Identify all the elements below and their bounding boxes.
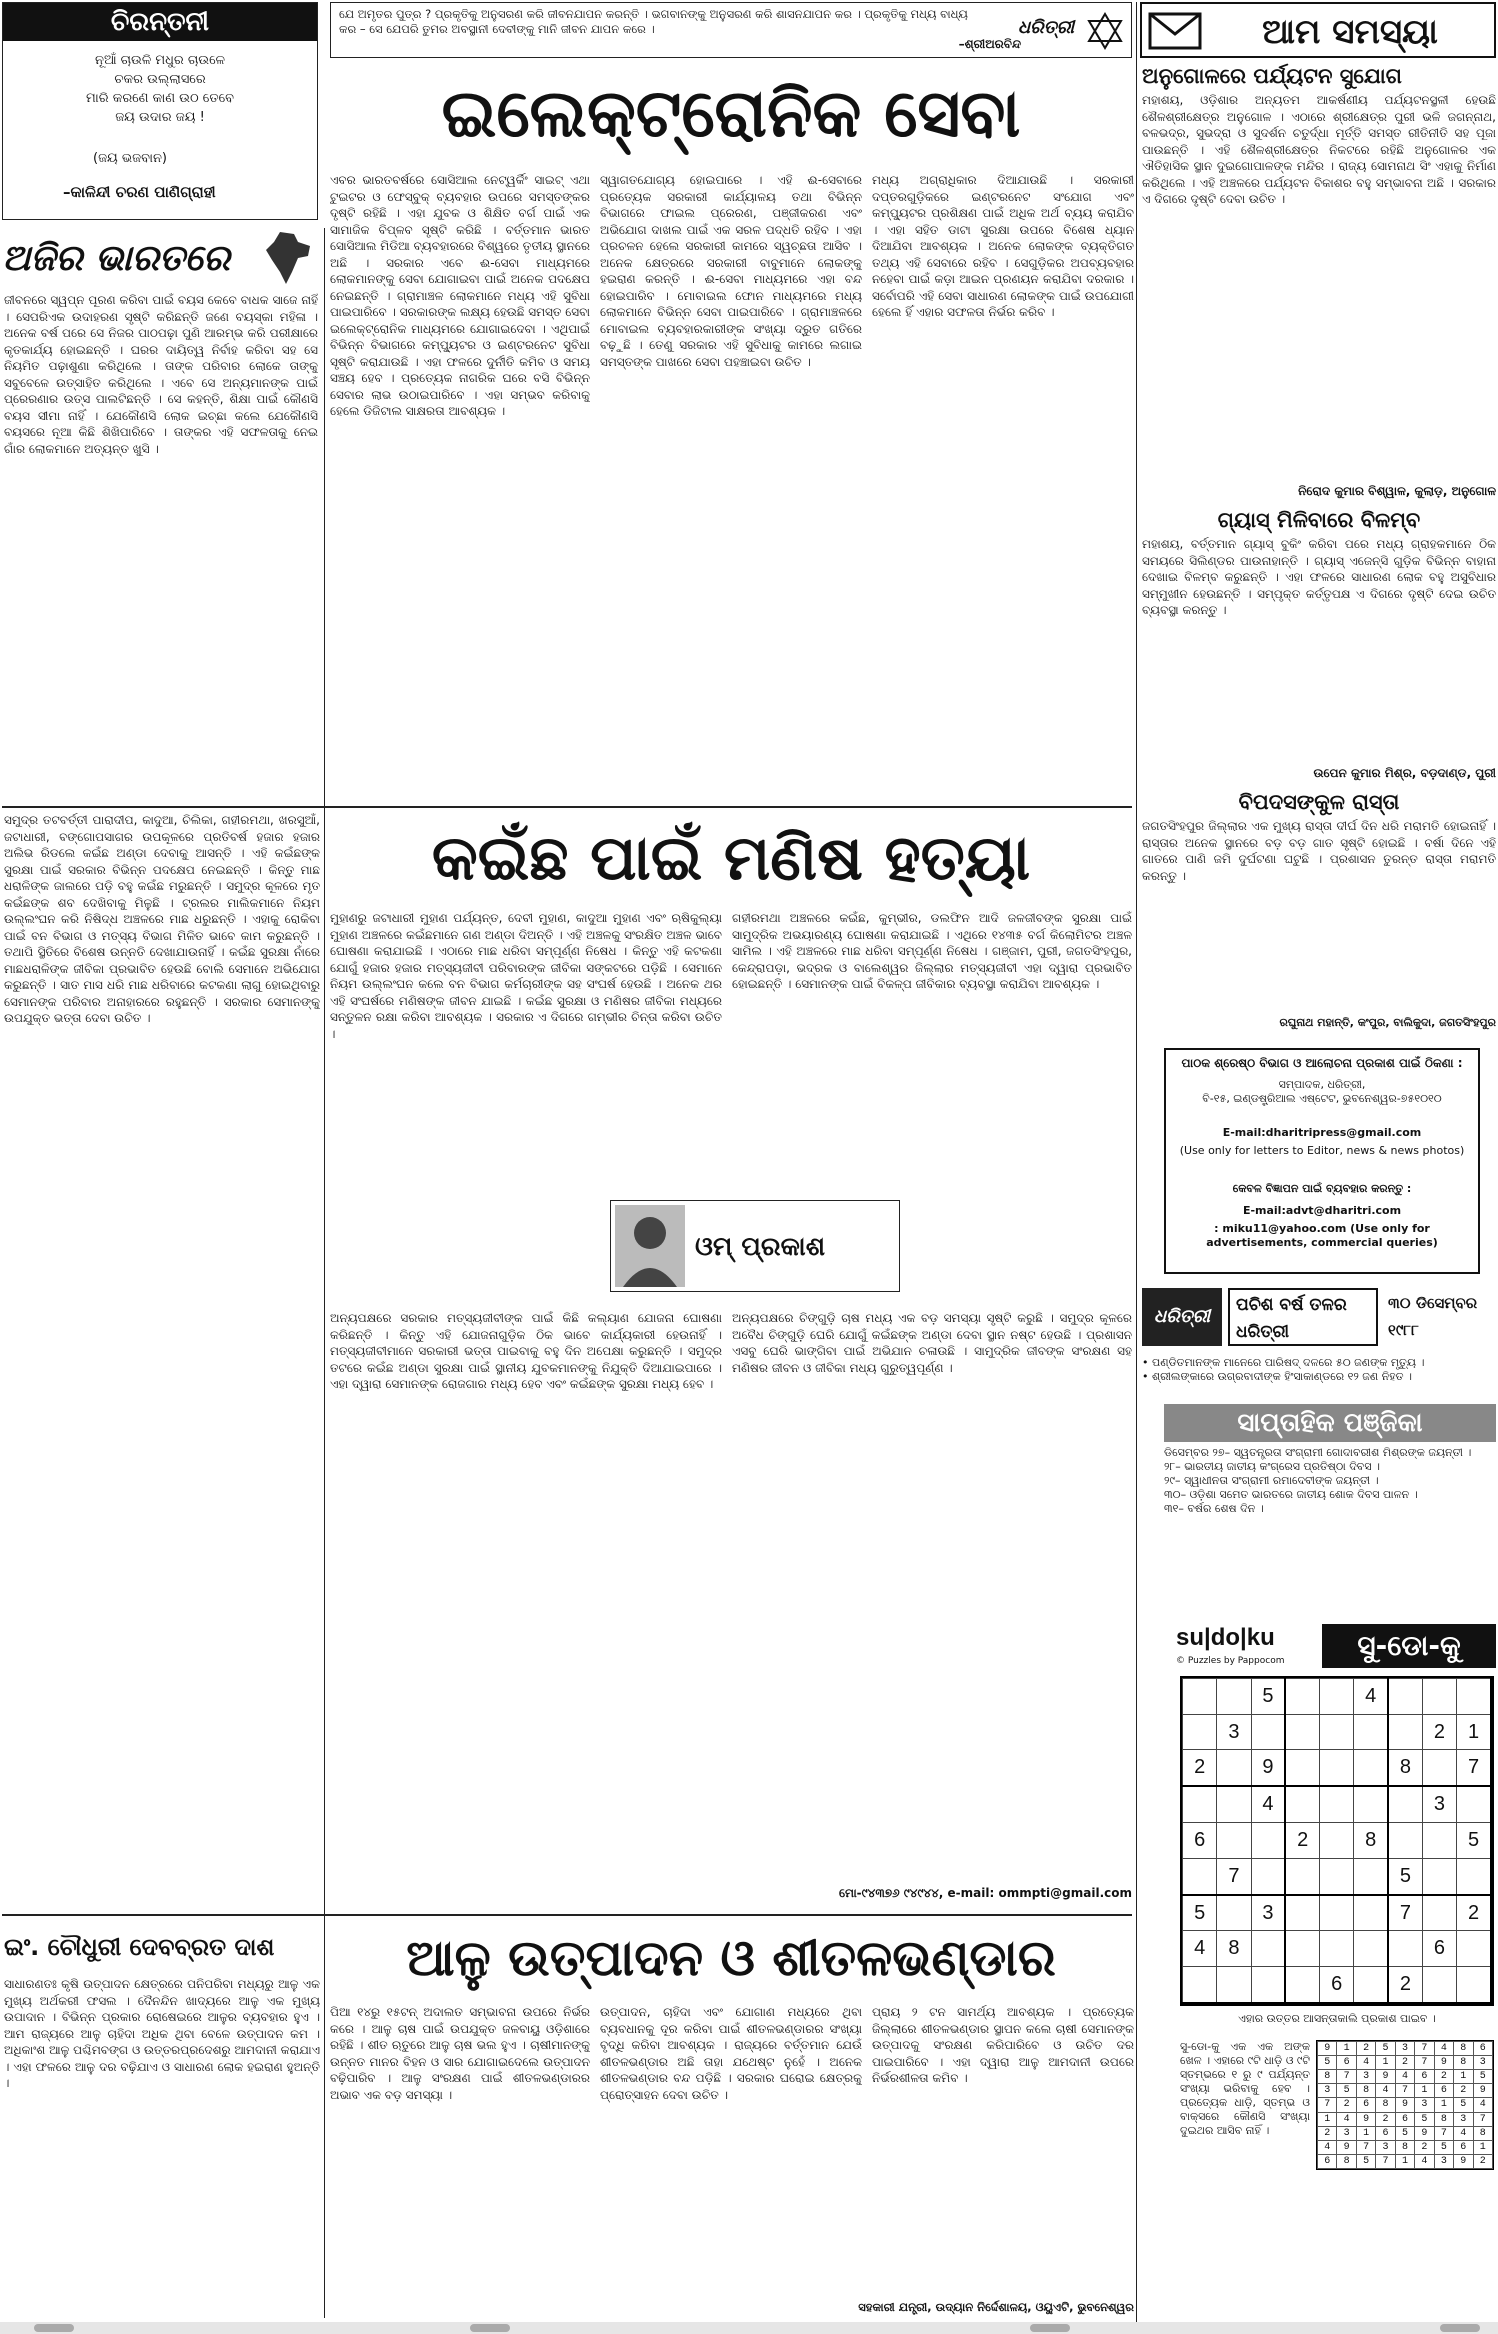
sudoku-solution-cell: 1 [1395,2154,1414,2168]
sudoku-solution-cell: 1 [1376,2056,1395,2070]
gas-signature: ଉପେନ କୁମାର ମିଶ୍ର, ବଡ଼ଦାଣ୍ଡ, ପୁରୀ [1313,766,1496,780]
sudoku-solution-cell: 6 [1454,2140,1473,2154]
sudoku-cell [1388,1931,1422,1967]
star-of-david-icon [1085,11,1125,51]
sudoku-cell [1354,1967,1388,2003]
sudoku-title: ସୁ-ଡୋ-କୁ [1322,1624,1496,1668]
sudoku-solution-cell: 1 [1434,2098,1453,2112]
road-signature: ରଘୁନାଥ ମହାନ୍ତି, କଂପୁର, ବାଲିକୁଦା, ଜଗତସିଂହପୁର [1279,1016,1496,1029]
sudoku-solution-cell: 2 [1376,2112,1395,2126]
calendar-title: ସାପ୍ତାହିକ ପଞ୍ଜିକା [1164,1404,1496,1442]
sudoku-solution-cell: 5 [1415,2112,1434,2126]
sudoku-solution-cell: 8 [1376,2098,1395,2112]
sudoku-solution-cell: 1 [1356,2126,1375,2140]
paper-logo: ଧରିତ୍ରୀ [1017,17,1075,38]
scroll-marker-2 [470,2324,510,2332]
sudoku-cell [1285,1786,1319,1822]
sudoku-solution-table [1317,2041,1493,2169]
sudoku-cell [1457,1786,1491,1822]
article2-body-left: ସମୁଦ୍ର ତଟବର୍ତ୍ତୀ ପାରାଦୀପ, କାଦୁଆ, ଚିଲିକା, ଗହୀରମଥା, ଖରସୁଆଁ, ଜଟାଧାରୀ, ବଙ୍ଗୋପସାଗର ଉପକୂଳରେ ପ୍ରତିବର୍ଷ ହଜାର ହଜାର ଅଲିଭ ରିଡଲେ କଇଁଛ ଅଣ୍ଡା ଦେବାକୁ ଆସନ୍ତି । ଏହି କଇଁଛଙ୍କ ସୁରକ୍ଷା ପାଇଁ ସରକାର ବିଭିନ୍ନ ପଦକ୍ଷେପ ନେଇଛନ୍ତି । କିନ୍ତୁ ମାଛ ଧରାଳିଙ୍କ ଜାଲରେ ପଡ଼ି ବହୁ କଇଁଛ ମରୁଛନ୍ତି । ସମୁଦ୍ର କୂଳରେ ମୃତ କଇଁଛଙ୍କ ଶବ ଦେଖିବାକୁ ମିଳୁଛି । ଟ୍ରଲର ମାଲିକମାନେ ନିୟମ ଉଲ୍ଲଂଘନ କରି ନିଷିଦ୍ଧ ଅଞ୍ଚଳରେ ମାଛ ଧରୁଛନ୍ତି । ଏହାକୁ ରୋକିବା ପାଇଁ ବନ ବିଭାଗ ଓ ମତ୍ସ୍ୟ ବିଭାଗ ମିଳିତ ଭାବେ କାମ କରୁଛନ୍ତି । ତଥାପି ସ୍ଥିତିରେ ବିଶେଷ ଉନ୍ନତି ଦେଖାଯାଉନାହିଁ । କଇଁଛ ସୁରକ୍ଷା ନାଁରେ ମାଛଧରାଳିଙ୍କ ଜୀବିକା ପ୍ରଭାବିତ ହେଉଛି ବୋଲି ସେମାନେ ଅଭିଯୋଗ କରୁଛନ୍ତି । ସାତ ମାସ ଧରି ମାଛ ଧରିବାରେ କଟକଣା ଲାଗୁ ହୋଇଥିବାରୁ ସେମାନଙ୍କ ପରିବାର ଅନାହାରରେ ରହୁଛନ୍ତି । ସରକାର ସେମାନଙ୍କୁ ଉପଯୁକ୍ତ ଭତ୍ତା ଦେବା ଉଚିତ । [4,813,320,1025]
lead-body-mid: ସ୍ୱାଗତଯୋଗ୍ୟ ହୋଇପାରେ । ଏହି ଈ-ସେବାରେ ପ୍ରତ୍ୟେକ ସରକାରୀ କାର୍ଯ୍ୟାଳୟ ତଥା ବିଭିନ୍ନ ବିଭାଗରେ ଫାଇଲ ପ୍ରେରଣ, ପଞ୍ଜୀକରଣ ଏବଂ ଅଭିଯୋଗ ଦାଖଲ ପାଇଁ ଏକ ସରଳ ପଦ୍ଧତି ରହିବ । ଏହା ପ୍ରଚଳନ ହେଲେ ସରକାରୀ କାମରେ ସ୍ୱଚ୍ଛତା ଆସିବ । ଅନେକ କ୍ଷେତ୍ରରେ ସରକାରୀ ବାବୁମାନେ ଲୋକଙ୍କୁ ହଇରାଣ କରନ୍ତି । ଈ-ସେବା ମାଧ୍ୟମରେ ଏହା ବନ୍ଦ ହୋଇପାରିବ । ମୋବାଇଲ ଫୋନ ମାଧ୍ୟମରେ ମଧ୍ୟ ଲୋକମାନେ ବିଭିନ୍ନ ସେବା ପାଇପାରିବେ । ଗ୍ରାମାଞ୍ଚଳରେ ମୋବାଇଲ ବ୍ୟବହାରକାରୀଙ୍କ ସଂଖ୍ୟା ଦ୍ରୁତ ଗତିରେ ବଢ଼ୁଛି । ତେଣୁ ସରକାର ଏହି ସୁବିଧାକୁ କାମରେ ଲଗାଇ ସମସ୍ତଙ୍କ ପାଖରେ ସେବା ପହଞ୍ଚାଇବା ଉଚିତ । [600,173,862,369]
sudoku-solution-cell: 2 [1337,2098,1356,2112]
sudoku-cell [1217,1679,1251,1715]
sudoku-solution-cell: 7 [1395,2084,1414,2098]
article2-contact: ମୋ-୯୪୩୭୬ ୯୪୯୪୪, e-mail: ommpti@gmail.com [838,1886,1132,1900]
sudoku-solution-cell: 2 [1454,2084,1473,2098]
gas-body: ମହାଶୟ, ବର୍ତ୍ତମାନ ଗ୍ୟାସ୍ ବୁକିଂ କରିବା ପରେ ମଧ୍ୟ ଗ୍ରାହକମାନେ ଠିକ ସମୟରେ ସିଲିଣ୍ଡର ପାଉନାହାନ୍ତି । ଗ୍ୟାସ୍ ଏଜେନ୍ସି ଗୁଡ଼ିକ ବିଭିନ୍ନ ବାହାନା ଦେଖାଇ ବିଳମ୍ବ କରୁଛନ୍ତି । ଏହା ଫଳରେ ସାଧାରଣ ଲୋକ ବହୁ ଅସୁବିଧାର ସମ୍ମୁଖୀନ ହେଉଛନ୍ତି । ସମ୍ପୃକ୍ତ କର୍ତ୍ତୃପକ୍ଷ ଏ ଦିଗରେ ଦୃଷ୍ଟି ଦେଇ ଉଚିତ ବ୍ୟବସ୍ଥା କରନ୍ତୁ । [1142,537,1496,617]
flashback-label: ପଚିଶ ବର୍ଷ ତଳର ଧରିତ୍ରୀ [1228,1288,1378,1346]
lead-headline: ଇଲେକ୍‌ଟ୍ରୋନିକ ସେବା [441,75,1021,152]
sudoku-cell: 7 [1457,1750,1491,1786]
sudoku-cell: 4 [1251,1786,1285,1822]
sudoku-solution-cell: 7 [1337,2070,1356,2084]
sudoku-cell [1217,1895,1251,1931]
sudoku-cell: 9 [1251,1750,1285,1786]
sudoku-cell [1354,1931,1388,1967]
sudoku-solution-cell: 6 [1415,2070,1434,2084]
sudoku-solution-cell: 8 [1356,2084,1375,2098]
sudoku-cell [1320,1679,1354,1715]
vrule-left [324,228,325,2318]
sudoku-solution-cell: 8 [1454,2042,1473,2056]
sudoku-cell [1422,1967,1456,2003]
address-lines: ସମ୍ପାଦକ, ଧରିତ୍ରୀ, ବି-୧୫, ଇଣ୍ଡଷ୍ଟ୍ରିଆଲ ଏଷ୍ଟେଟ, ଭୁବନେଶ୍ୱର-୭୫୧୦୧୦ [1202,1078,1442,1105]
sudoku-cell: 3 [1251,1895,1285,1931]
sudoku-cell: 2 [1285,1823,1319,1859]
sudoku-solution-cell: 7 [1415,2056,1434,2070]
sudoku-cell [1457,1931,1491,1967]
sudoku-solution-cell: 8 [1454,2056,1473,2070]
sudoku-cell: 4 [1183,1931,1217,1967]
sudoku-cell: 5 [1183,1895,1217,1931]
sudoku-solution-cell: 7 [1356,2140,1375,2154]
sudoku-answer-note: ଏହାର ଉତ୍ତର ଆସନ୍ତାକାଲି ପ୍ରକାଶ ପାଇବ । [1238,2012,1436,2025]
email-editor[interactable]: E-mail:dharitripress@gmail.com [1222,1126,1422,1139]
sudoku-cell [1422,1823,1456,1859]
sudoku-cell [1320,1786,1354,1822]
sudoku-solution-cell: 4 [1318,2140,1337,2154]
sudoku-solution-cell: 3 [1454,2112,1473,2126]
sudoku-cell [1183,1714,1217,1750]
scroll-marker-1 [34,2324,74,2332]
sudoku-cell [1457,1679,1491,1715]
aama-samasya-header [1140,2,1496,58]
sudoku-solution-cell: 3 [1376,2140,1395,2154]
sudoku-solution-cell: 8 [1473,2126,1493,2140]
vrule-right [1136,2,1137,2322]
sudoku-solution-cell: 1 [1454,2070,1473,2084]
sudoku-cell [1388,1714,1422,1750]
sudoku-cell: 6 [1422,1931,1456,1967]
email-editor-note: (Use only for letters to Editor, news & news photos) [1179,1144,1465,1157]
article3-col2: ପିଆ ୧୪ରୁ ୧୫ଟନ୍ ଅଦାଲତ ସମ୍ଭାବନା ଉପରେ ନିର୍ଭର କରେ । ଆଳୁ ଚାଷ ପାଇଁ ଉପଯୁକ୍ତ ଜଳବାୟୁ ଓଡ଼ିଶାରେ ରହିଛି । ଶୀତ ଋତୁରେ ଆଳୁ ଚାଷ ଭଲ ହୁଏ । ଚାଷୀମାନଙ୍କୁ ଉନ୍ନତ ମାନର ବିହନ ଓ ସାର ଯୋଗାଇଦେଲେ ଉତ୍ପାଦନ ବଢ଼ିପାରିବ । ଆଳୁ ସଂରକ୍ଷଣ ପାଇଁ ଶୀତଳଭଣ୍ଡାରର ଅଭାବ ଏକ ବଡ଼ ସମସ୍ୟା । [330,2005,590,2102]
sudoku-cell [1285,1679,1319,1715]
article3-credit: ସହକାରୀ ଯନ୍ତ୍ରୀ, ଉଦ୍ୟାନ ନିର୍ଦ୍ଦେଶାଳୟ, ଓୟୁଏଟି, ଭୁବନେଶ୍ୱର [858,2300,1134,2314]
address-box [1164,1048,1480,1274]
article3-col4: ପ୍ରାୟ ୨ ଟନ ସାମର୍ଥ୍ୟ ଆବଶ୍ୟକ । ପ୍ରତ୍ୟେକ ଜିଲ୍ଲାରେ ଶୀତଳଭଣ୍ଡାର ସ୍ଥାପନ କଲେ ଚାଷୀ ସେମାନଙ୍କ ଉତ୍ପାଦକୁ ସଂରକ୍ଷଣ କରିପାରିବେ ଓ ଉଚିତ ଦର ପାଇପାରିବେ । ଏହା ଦ୍ୱାରା ଆଳୁ ଆମଦାନୀ ଉପରେ ନିର୍ଭରଶୀଳତା କମିବ । [872,2005,1134,2085]
sudoku-solution-cell: 5 [1356,2154,1375,2168]
chirantani-box [2,2,318,220]
email-ads[interactable]: E-mail:advt@dharitri.com [1242,1204,1402,1217]
sudoku-cell [1422,1679,1456,1715]
sudoku-solution-cell: 4 [1337,2112,1356,2126]
tourism-title: ଅନୁଗୋଳରେ ପର୍ଯ୍ୟଟନ ସୁଯୋଗ [1142,64,1402,88]
sudoku-solution-cell: 7 [1415,2042,1434,2056]
sudoku-brand: su|do|ku [1176,1624,1275,1651]
sudoku-cell: 2 [1457,1895,1491,1931]
calendar-body: ଡିସେମ୍ବର ୨୭– ସ୍ୱତନ୍ତ୍ରତା ସଂଗ୍ରାମୀ ଗୋଦାବରୀଶ ମିଶ୍ରଙ୍କ ଜୟନ୍ତୀ । ୨୮– ଭାରତୀୟ ଜାତୀୟ କଂଗ୍ରେସ ପ୍ରତିଷ୍ଠା ଦିବସ । ୨୯– ସ୍ୱାଧୀନତା ସଂଗ୍ରାମୀ ରମାଦେବୀଙ୍କ ଜୟନ୍ତୀ । ୩୦– ଓଡ଼ିଶା ସମେତ ଭାରତରେ ଜାତୀୟ ଶୋକ ଦିବସ ପାଳନ । ୩୧– ବର୍ଷର ଶେଷ ଦିନ । [1164,1446,1472,1515]
sudoku-brand-sub: © Puzzles by Pappocom [1176,1656,1285,1666]
sudoku-solution-cell: 6 [1473,2042,1493,2056]
ajira-bharat-header [2,228,320,288]
sudoku-solution-cell: 3 [1318,2084,1337,2098]
sudoku-cell: 1 [1457,1714,1491,1750]
poet-name: –କାଳିନ୍ଦୀ ଚରଣ ପାଣିଗ୍ରାହୀ [63,183,216,201]
sudoku-solution-cell: 5 [1395,2126,1414,2140]
sudoku-cell: 2 [1183,1750,1217,1786]
sudoku-cell [1320,1858,1354,1894]
sudoku-cell: 4 [1354,1679,1388,1715]
sudoku-cell [1354,1714,1388,1750]
sudoku-solution-cell: 1 [1318,2112,1337,2126]
quote-box [330,2,1132,58]
ajira-bharat-title: ଅଜିର ଭାରତରେ [2,238,230,279]
article2-body-lower-mid: ଅନ୍ୟପକ୍ଷରେ ସରକାର ମତ୍ସ୍ୟଜୀବୀଙ୍କ ପାଇଁ କିଛି କଲ୍ୟାଣ ଯୋଜନା ଘୋଷଣା କରିଛନ୍ତି । କିନ୍ତୁ ଏହି ଯୋଜନାଗୁଡ଼ିକ ଠିକ ଭାବେ କାର୍ଯ୍ୟକାରୀ ହେଉନାହିଁ । ମତ୍ସ୍ୟଜୀବୀମାନେ ସରକାରୀ ଭତ୍ତା ପାଇବାକୁ ବହୁ ଦିନ ଅପେକ୍ଷା କରୁଛନ୍ତି । ସମୁଦ୍ର ତଟରେ କଇଁଛ ଅଣ୍ଡା ସୁରକ୍ଷା ପାଇଁ ସ୍ଥାନୀୟ ଯୁବକମାନଙ୍କୁ ନିଯୁକ୍ତି ଦିଆଯାଇପାରେ । ଏହା ଦ୍ୱାରା ସେମାନଙ୍କ ରୋଜଗାର ମଧ୍ୟ ହେବ ଏବଂ କଇଁଛଙ୍କ ସୁରକ୍ଷା ମଧ୍ୟ ହେବ । [330,1311,722,1391]
sudoku-solution-cell: 9 [1356,2112,1375,2126]
sudoku-cell: 2 [1422,1714,1456,1750]
sudoku-solution-cell: 3 [1415,2098,1434,2112]
tourism-body: ମହାଶୟ, ଓଡ଼ିଶାର ଅନ୍ୟତମ ଆକର୍ଷଣୀୟ ପର୍ଯ୍ୟଟନସ୍ଥଳୀ ହେଉଛି ଶୈଳଶ୍ରୀକ୍ଷେତ୍ର ଅନୁଗୋଳ । ଏଠାରେ ଶ୍ରୀକ୍ଷେତ୍ର ପୁରୀ ଭଳି ଜଗନ୍ନାଥ, ବଳଭଦ୍ର, ସୁଭଦ୍ରା ଓ ସୁଦର୍ଶନ ଚତୁର୍ଦ୍ଧା ମୂର୍ତ୍ତି ସମସ୍ତ ରୀତିନୀତି ସହ ପୂଜା ପାଉଛନ୍ତି । ଏହି ଶୈଳଶ୍ରୀକ୍ଷେତ୍ର ନିକଟରେ ରହିଛି ଅନୁଗୋଳର ଏକ ଐତିହାସିକ ସ୍ଥାନ ଦୁଇଗୋପାଳଙ୍କ ମନ୍ଦିର । ରାଜ୍ୟ ସୋମନାଥ ସିଂ ଏହାକୁ ନିର୍ମାଣ କରିଥିଲେ । ଏହି ଅଞ୍ଚଳରେ ପର୍ଯ୍ୟଟନ ବିକାଶର ବହୁ ସମ୍ଭାବନା ଅଛି । ସରକାର ଏ ଦିଗରେ ଦୃଷ୍ଟି ଦେବା ଉଚିତ । [1142,93,1496,206]
sudoku-cell [1320,1931,1354,1967]
author-photo [615,1205,685,1287]
author-name: ଓମ୍ ପ୍ରକାଶ [695,1232,826,1262]
sudoku-solution-cell: 3 [1356,2070,1375,2084]
sudoku-solution-cell: 3 [1337,2126,1356,2140]
sudoku-cell [1320,1714,1354,1750]
sudoku-solution-cell: 7 [1434,2126,1453,2140]
gas-title: ଗ୍ୟାସ୍ ମିଳିବାରେ ବିଳମ୍ବ [1217,508,1421,532]
road-title: ବିପଦସଙ୍କୁଳ ରାସ୍ତା [1238,790,1400,814]
sudoku-solution-cell: 4 [1395,2070,1414,2084]
sudoku-solution-cell: 4 [1434,2042,1453,2056]
sudoku-cell: 8 [1354,1823,1388,1859]
scroll-marker-3 [1030,2324,1070,2332]
poem-credit: (ଜୟ ଭଜବାନ) [93,151,167,166]
sudoku-cell [1457,1858,1491,1894]
divider-2 [2,1914,1132,1916]
road-body: ଜଗତସିଂହପୁର ଜିଲ୍ଲାର ଏକ ମୁଖ୍ୟ ରାସ୍ତା ଦୀର୍ଘ ଦିନ ଧରି ମରାମତି ହୋଇନାହିଁ । ରାସ୍ତାର ଅନେକ ସ୍ଥାନରେ ବଡ଼ ବଡ଼ ଗାତ ସୃଷ୍ଟି ହୋଇଛି । ବର୍ଷା ଦିନେ ଏହି ଗାତରେ ପାଣି ଜମି ଦୁର୍ଘଟଣା ଘଟୁଛି । ପ୍ରଶାସନ ତୁରନ୍ତ ରାସ୍ତା ମରାମତି କରନ୍ତୁ । [1142,819,1496,883]
divider-1 [2,806,1132,808]
sudoku-cell [1354,1786,1388,1822]
sudoku-solution-cell: 6 [1356,2098,1375,2112]
sudoku-cell [1217,1750,1251,1786]
sudoku-cell: 5 [1251,1679,1285,1715]
address-title: ପାଠକ ଶ୍ରେଷ୍ଠ ବିଭାଗ ଓ ଆଲୋଚନା ପ୍ରକାଶ ପାଇଁ ଠିକଣା : [1181,1056,1463,1070]
email-ads2[interactable]: : miku11@yahoo.com (Use only for advertisements, commercial queries) [1206,1222,1438,1249]
sudoku-solution-cell: 7 [1376,2154,1395,2168]
sudoku-solution-cell: 9 [1473,2084,1493,2098]
quote-author: –ଶ୍ରୀଅରବିନ୍ଦ [958,37,1021,51]
sudoku-cell [1183,1786,1217,1822]
sudoku-cell [1285,1931,1319,1967]
sudoku-solution-cell: 6 [1395,2112,1414,2126]
sudoku-solution-cell: 4 [1473,2098,1493,2112]
article2-headline: କଇଁଛ ପାଇଁ ମଣିଷ ହତ୍ୟା [431,821,1031,894]
sudoku-cell [1285,1895,1319,1931]
sudoku-cell [1183,1967,1217,2003]
sudoku-cell [1285,1750,1319,1786]
sudoku-solution-cell: 6 [1376,2126,1395,2140]
sudoku-solution-cell: 4 [1415,2154,1434,2168]
sudoku-solution [1316,2040,1494,2170]
sudoku-cell [1320,1750,1354,1786]
lead-body-left: ଏବର ଭାରତବର୍ଷରେ ସୋସିଆଲ ନେଟ୍‌ୱର୍କିଂ ସାଇଟ୍ ଏଥା ଟୁଇଟର ଓ ଫେସ୍‌ବୁକ୍ ବ୍ୟବହାର ଉପରେ ସମସ୍ତଙ୍କର ଦୃଷ୍ଟି ରହିଛି । ଏହା ଯୁବକ ଓ ଶିକ୍ଷିତ ବର୍ଗ ପାଇଁ ଏକ ସାମାଜିକ ବିପ୍ଳବ ସୃଷ୍ଟି କରିଛି । ବର୍ତ୍ତମାନ ଭାରତ ସୋସିଆଲ ମିଡିଆ ବ୍ୟବହାରରେ ବିଶ୍ୱରେ ତୃତୀୟ ସ୍ଥାନରେ ଅଛି । ସରକାର ଏବେ ଈ-ସେବା ମାଧ୍ୟମରେ ଲୋକମାନଙ୍କୁ ସେବା ଯୋଗାଇବା ପାଇଁ ଅନେକ ପଦକ୍ଷେପ ନେଇଛନ୍ତି । ଗ୍ରାମାଞ୍ଚଳ ଲୋକମାନେ ମଧ୍ୟ ଏହି ସୁବିଧା ପାଇପାରିବେ । ସରକାରଙ୍କ ଲକ୍ଷ୍ୟ ହେଉଛି ସମସ୍ତ ସେବା ଇଲେକ୍‌ଟ୍ରୋନିକ ମାଧ୍ୟମରେ ଯୋଗାଇଦେବା । ଏଥିପାଇଁ ବିଭିନ୍ନ ବିଭାଗରେ କମ୍ପ୍ୟୁଟର ଓ ଇଣ୍ଟରନେଟ ସୁବିଧା ସୃଷ୍ଟି କରାଯାଉଛି । ଏହା ଫଳରେ ଦୁର୍ନୀତି କମିବ ଓ ସମୟ ସଞ୍ଚୟ ହେବ । ପ୍ରତ୍ୟେକ ନାଗରିକ ଘରେ ବସି ବିଭିନ୍ନ ସେବାର ଲାଭ ଉଠାଇପାରିବେ । ଏହା ସମ୍ଭବ କରିବାକୁ ହେଲେ ଡିଜିଟାଲ ସାକ୍ଷରତା ଆବଶ୍ୟକ । [330,173,590,418]
flashback-date: ୩୦ ଡିସେମ୍ବର ୧୯୮୮ [1388,1294,1478,1339]
sudoku-solution-cell: 5 [1318,2056,1337,2070]
sudoku-cell [1354,1750,1388,1786]
sudoku-solution-cell: 6 [1318,2154,1337,2168]
sudoku-cell [1183,1679,1217,1715]
sudoku-solution-cell: 2 [1356,2042,1375,2056]
sudoku-cell [1320,1823,1354,1859]
sudoku-cell [1251,1858,1285,1894]
sudoku-cell [1251,1931,1285,1967]
sudoku-solution-cell: 9 [1376,2070,1395,2084]
sudoku-solution-cell: 8 [1434,2112,1453,2126]
sudoku-solution-cell: 2 [1318,2126,1337,2140]
sudoku-cell [1285,1967,1319,2003]
article2-body-mid: ମୁହାଣରୁ ଜଟାଧାରୀ ମୁହାଣ ପର୍ଯ୍ୟନ୍ତ, ଦେବୀ ମୁହାଣ, କାଦୁଆ ମୁହାଣ ଏବଂ ଋଷିକୁଲ୍ୟା ମୁହାଣ ଅଞ୍ଚଳରେ କଇଁଛମାନେ ଗଣ ଅଣ୍ଡା ଦିଅନ୍ତି । ଏହି ଅଞ୍ଚଳକୁ ସଂରକ୍ଷିତ ଅଞ୍ଚଳ ଭାବେ ଘୋଷଣା କରାଯାଇଛି । ଏଠାରେ ମାଛ ଧରିବା ସମ୍ପୂର୍ଣ୍ଣ ନିଷେଧ । କିନ୍ତୁ ଏହି କଟକଣା ଯୋଗୁଁ ହଜାର ହଜାର ମତ୍ସ୍ୟଜୀବୀ ପରିବାରଙ୍କ ଜୀବିକା ସଙ୍କଟରେ ପଡ଼ିଛି । ସେମାନେ ନିୟମ ଉଲ୍ଲଂଘନ କଲେ ବନ ବିଭାଗ କର୍ମଚାରୀଙ୍କ ସହ ସଂଘର୍ଷ ହେଉଛି । ଅନେକ ଥର ଏହି ସଂଘର୍ଷରେ ମଣିଷଙ୍କ ଜୀବନ ଯାଇଛି । କଇଁଛ ସୁରକ୍ଷା ଓ ମଣିଷର ଜୀବିକା ମଧ୍ୟରେ ସନ୍ତୁଳନ ରକ୍ଷା କରିବା ଆବଶ୍ୟକ । ସରକାର ଏ ଦିଗରେ ଗମ୍ଭୀର ଚିନ୍ତା କରିବା ଉଚିତ । [330,911,722,1041]
sudoku-cell [1251,1967,1285,2003]
sudoku-solution-cell: 8 [1337,2154,1356,2168]
sudoku-solution-cell: 7 [1473,2112,1493,2126]
chirantani-title: ଚିରନ୍ତନୀ [3,3,317,41]
sudoku-solution-cell: 1 [1473,2140,1493,2154]
sudoku-solution-cell: 5 [1454,2098,1473,2112]
sudoku-cell [1354,1895,1388,1931]
flashback-box [1142,1284,1496,1350]
article2-body-lower-right: ଅନ୍ୟପକ୍ଷରେ ଚିଙ୍ଗୁଡ଼ି ଚାଷ ମଧ୍ୟ ଏକ ବଡ଼ ସମସ୍ୟା ସୃଷ୍ଟି କରୁଛି । ସମୁଦ୍ର କୂଳରେ ଅବୈଧ ଚିଙ୍ଗୁଡ଼ି ଘେରି ଯୋଗୁଁ କଇଁଛଙ୍କ ଅଣ୍ଡା ଦେବା ସ୍ଥାନ ନଷ୍ଟ ହେଉଛି । ପ୍ରଶାସନ ଏସବୁ ଘେରି ଭାଙ୍ଗିବା ପାଇଁ ଅଭିଯାନ ଚଳାଉଛି । ସାମୁଦ୍ରିକ ଜୀବଙ୍କ ସଂରକ୍ଷଣ ସହ ମଣିଷର ଜୀବନ ଓ ଜୀବିକା ମଧ୍ୟ ଗୁରୁତ୍ୱପୂର୍ଣ୍ଣ । [732,1311,1132,1375]
article3-headline: ଆଳୁ ଉତ୍ପାଦନ ଓ ଶୀତଳଭଣ୍ଡାର [406,1929,1056,1987]
india-map-icon [258,228,318,288]
sudoku-table [1182,1678,1492,2004]
ads-title: କେବଳ ବିଜ୍ଞାପନ ପାଇଁ ବ୍ୟବହାର କରନ୍ତୁ : [1232,1182,1412,1195]
sudoku-solution-cell: 6 [1434,2084,1453,2098]
sudoku-solution-cell: 9 [1434,2056,1453,2070]
sudoku-cell: 8 [1388,1750,1422,1786]
sudoku-cell: 3 [1217,1714,1251,1750]
sudoku-solution-cell: 2 [1473,2154,1493,2168]
sudoku-cell: 8 [1217,1931,1251,1967]
sudoku-cell: 5 [1457,1823,1491,1859]
lead-body-right: ମଧ୍ୟ ଅଗ୍ରାଧିକାର ଦିଆଯାଉଛି । ସରକାରୀ ଦପ୍ତରଗୁଡ଼ିକରେ ଇଣ୍ଟରନେଟ ସଂଯୋଗ ଏବଂ କମ୍ପ୍ୟୁଟର ପ୍ରଶିକ୍ଷଣ ପାଇଁ ଅଧିକ ଅର୍ଥ ବ୍ୟୟ କରାଯିବ । ଏହା ସହିତ ଡାଟା ସୁରକ୍ଷା ଉପରେ ବିଶେଷ ଧ୍ୟାନ ଦିଆଯିବା ଆବଶ୍ୟକ । ଅନେକ ଲୋକଙ୍କ ବ୍ୟକ୍ତିଗତ ତଥ୍ୟ ଏହି ସେବାରେ ରହିବ । ସେଗୁଡ଼ିକର ଅପବ୍ୟବହାର ନହେବା ପାଇଁ କଡ଼ା ଆଇନ ପ୍ରଣୟନ କରାଯିବା ଦରକାର । ସର୍ବୋପରି ଏହି ସେବା ସାଧାରଣ ଲୋକଙ୍କ ପାଇଁ ଉପଯୋଗୀ ହେଲେ ହିଁ ଏହାର ସଫଳତା ନିର୍ଭର କରିବ । [872,173,1134,319]
tourism-signature: ନିରୋଦ କୁମାର ବିଶ୍ୱାଳ, କୁଲାଡ଼, ଅନୁଗୋଳ [1298,484,1496,498]
sudoku-cell [1422,1895,1456,1931]
sudoku-cell [1285,1858,1319,1894]
sudoku-cell: 6 [1183,1823,1217,1859]
sudoku-solution-cell: 9 [1337,2140,1356,2154]
sudoku-cell [1422,1750,1456,1786]
article3-byline: ଇଂ. ଚୌଧୁରୀ ଦେବବ୍ରତ ଦାଶ [4,1933,275,1961]
sudoku-cell [1285,1714,1319,1750]
sudoku-solution-cell: 1 [1337,2042,1356,2056]
page-bottom-bar [0,2322,1498,2334]
sudoku-cell [1388,1786,1422,1822]
sudoku-cell: 6 [1320,1967,1354,2003]
sudoku-solution-cell: 4 [1454,2126,1473,2140]
sudoku-cell [1422,1858,1456,1894]
sudoku-solution-cell: 2 [1415,2140,1434,2154]
sudoku-cell [1457,1967,1491,2003]
sudoku-solution-cell: 9 [1415,2126,1434,2140]
sudoku-solution-cell: 5 [1473,2070,1493,2084]
sudoku-solution-cell: 1 [1415,2084,1434,2098]
envelope-icon [1148,12,1202,50]
sudoku-cell [1251,1714,1285,1750]
sudoku-solution-cell: 8 [1395,2140,1414,2154]
sudoku-help: ସୁ-ଡୋ-କୁ ଏକ ଏକ ଅଙ୍କ ଖେଳ । ଏହାରେ ୯ଟି ଧାଡ଼ି ଓ ୯ଟି ସ୍ତମ୍ଭରେ ୧ ରୁ ୯ ପର୍ଯ୍ୟନ୍ତ ସଂଖ୍ୟା ଭରିବାକୁ ହେବ । ପ୍ରତ୍ୟେକ ଧାଡ଼ି, ସ୍ତମ୍ଭ ଓ ବାକ୍ସରେ କୌଣସି ସଂଖ୍ୟା ଦୁଇଥର ଆସିବ ନାହିଁ । [1180,2040,1310,2137]
sudoku-cell [1320,1895,1354,1931]
sudoku-solution-cell: 9 [1318,2042,1337,2056]
sudoku-solution-cell: 6 [1337,2056,1356,2070]
sudoku-solution-cell: 2 [1434,2070,1453,2084]
article3-col1: ସାଧାରଣତଃ କୃଷି ଉତ୍ପାଦନ କ୍ଷେତ୍ରରେ ପନିପରିବା ମଧ୍ୟରୁ ଆଳୁ ଏକ ମୁଖ୍ୟ ଅର୍ଥକରୀ ଫସଲ । ଦୈନନ୍ଦିନ ଖାଦ୍ୟରେ ଆଳୁ ଏକ ମୁଖ୍ୟ ଉପାଦାନ । ବିଭିନ୍ନ ପ୍ରକାର ରୋଷେଇରେ ଆଳୁର ବ୍ୟବହାର ହୁଏ । ଆମ ରାଜ୍ୟରେ ଆଳୁ ଚାହିଦା ଅଧିକ ଥିବା ବେଳେ ଉତ୍ପାଦନ କମ । ଅଧିକାଂଶ ଆଳୁ ପଶ୍ଚିମବଙ୍ଗ ଓ ଉତ୍ତରପ୍ରଦେଶରୁ ଆମଦାନୀ କରାଯାଏ । ଏହା ଫଳରେ ଆଳୁ ଦର ବଢ଼ିଯାଏ ଓ ସାଧାରଣ ଲୋକ ହଇରାଣ ହୁଅନ୍ତି । [4,1977,320,2090]
flashback-items: • ପଣ୍ଡିତମାନଙ୍କ ମାନେରେ ପାରିଷଦ୍ ଦଳରେ ୫୦ ଜଣଙ୍କ ମୃତ୍ୟୁ । • ଶ୍ରୀଲଙ୍କାରେ ଉଗ୍ରବାଦୀଙ୍କ ହିଂସାକାଣ୍ଡରେ ୧୨ ଜଣ ନିହତ । [1142,1356,1425,1383]
sudoku-solution-cell: 5 [1337,2084,1356,2098]
sudoku-solution-cell: 4 [1376,2084,1395,2098]
sudoku-solution-cell: 2 [1395,2056,1414,2070]
sudoku-cell: 5 [1388,1858,1422,1894]
sudoku-solution-cell: 5 [1376,2042,1395,2056]
sudoku-cell: 2 [1388,1967,1422,2003]
quote-text: ଯେ ଅମୃତର ପୁତ୍ର ? ପ୍ରକୃତିକୁ ଅନୁସରଣ କରି ଜୀବନଯାପନ କରନ୍ତି । ଭଗବାନଙ୍କୁ ଅନୁସରଣ କରି ଶାସନଯାପନ କର । ପ୍ରକୃତିକୁ ମଧ୍ୟ ବାଧ୍ୟ କର – ସେ ଯେପରି ତୁମର ଅବସ୍ଥାନୀ ଦେବୀଙ୍କୁ ମାନି ଜୀବନ ଯାପନ କରେ । [339,7,968,36]
sudoku-solution-cell: 5 [1434,2140,1453,2154]
sudoku-cell [1217,1823,1251,1859]
sudoku-cell [1388,1679,1422,1715]
sudoku-solution-cell: 4 [1356,2056,1375,2070]
sudoku-solution-cell: 9 [1454,2154,1473,2168]
sudoku-solution-cell: 8 [1318,2070,1337,2084]
article3-col3: ଉତ୍ପାଦନ, ଚାହିଦା ଏବଂ ଯୋଗାଣ ମଧ୍ୟରେ ଥିବା ବ୍ୟବଧାନକୁ ଦୂର କରିବା ପାଇଁ ଶୀତଳଭଣ୍ଡାରର ସଂଖ୍ୟା ବୃଦ୍ଧି କରିବା ଆବଶ୍ୟକ । ରାଜ୍ୟରେ ବର୍ତ୍ତମାନ ଯେଉଁ ଶୀତଳଭଣ୍ଡାର ଅଛି ତାହା ଯଥେଷ୍ଟ ନୁହେଁ । ଅନେକ ଶୀତଳଭଣ୍ଡାର ବନ୍ଦ ପଡ଼ିଛି । ସରକାର ଘରୋଇ କ୍ଷେତ୍ରକୁ ପ୍ରୋତ୍ସାହନ ଦେବା ଉଚିତ । [600,2005,862,2102]
sudoku-cell [1388,1823,1422,1859]
sudoku-solution-cell: 3 [1473,2056,1493,2070]
sudoku-solution-cell: 3 [1395,2042,1414,2056]
ajira-bharat-body: ଜୀବନରେ ସ୍ୱପ୍ନ ପୂରଣ କରିବା ପାଇଁ ବୟସ କେବେ ବାଧକ ସାଜେ ନାହିଁ । ସେପରିଏକ ଉଦାହରଣ ସୃଷ୍ଟି କରିଛନ୍ତି ଜଣେ ବୟସ୍କା ମହିଳା । ଅନେକ ବର୍ଷ ପରେ ସେ ନିଜର ପାଠପଢ଼ା ପୁଣି ଆରମ୍ଭ କରି ପରୀକ୍ଷାରେ କୃତକାର୍ଯ୍ୟ ହୋଇଛନ୍ତି । ଘରର ଦାୟିତ୍ୱ ନିର୍ବାହ କରିବା ସହ ସେ ନିୟମିତ ପଢ଼ାଶୁଣା କରିଥିଲେ । ତାଙ୍କ ପରିବାର ଲୋକେ ତାଙ୍କୁ ସବୁବେଳେ ଉତ୍ସାହିତ କରିଥିଲେ । ଏବେ ସେ ଅନ୍ୟମାନଙ୍କ ପାଇଁ ପ୍ରେରଣାର ଉତ୍ସ ପାଲଟିଛନ୍ତି । ସେ କହନ୍ତି, ଶିକ୍ଷା ପାଇଁ କୌଣସି ବୟସ ସୀମା ନାହିଁ । ଯେକୌଣସି ଲୋକ ଇଚ୍ଛା କଲେ ଯେକୌଣସି ବୟସରେ ନୂଆ କିଛି ଶିଖିପାରିବେ । ତାଙ୍କର ଏହି ସଫଳତାକୁ ନେଇ ଗାଁର ଲୋକମାନେ ଅତ୍ୟନ୍ତ ଖୁସି । [4,293,318,456]
sudoku-cell [1217,1967,1251,2003]
section-title: ଆମ ସମସ୍ୟା [1262,12,1438,52]
sudoku-cell [1354,1858,1388,1894]
sudoku-header [1176,1622,1496,1672]
sudoku-solution-cell: 7 [1318,2098,1337,2112]
poem: ନୂଆଁ ଚାଉଳି ମଧୁର ଚାଉଳେ ଚକର ଉଲ୍ଲାସରେ ମାରି କରଣେ କାଣ ଉଠ ତେବେ ଜୟ ଉଦାର ଜୟ ! [86,53,234,125]
sudoku-cell [1183,1858,1217,1894]
scroll-marker-4 [1440,2324,1480,2332]
flashback-logo: ଧରିତ୍ରୀ [1142,1288,1222,1346]
sudoku-cell: 7 [1388,1895,1422,1931]
sudoku-cell [1251,1823,1285,1859]
sudoku-solution-cell: 9 [1395,2098,1414,2112]
sudoku-cell: 7 [1217,1858,1251,1894]
article2-body-right: ଗହୀରମଥା ଅଞ୍ଚଳରେ କଇଁଛ, କୁମ୍ଭୀର, ଡଲଫିନ ଆଦି ଜଳଜୀବଙ୍କ ସୁରକ୍ଷା ପାଇଁ ସାମୁଦ୍ରିକ ଅଭୟାରଣ୍ୟ ଘୋଷଣା କରାଯାଇଛି । ଏଥିରେ ୧୪୩୫ ବର୍ଗ କିଲୋମିଟର ଅଞ୍ଚଳ ସାମିଲ । ଏହି ଅଞ୍ଚଳରେ ମାଛ ଧରିବା ସମ୍ପୂର୍ଣ୍ଣ ନିଷେଧ । ଗଞ୍ଜାମ, ପୁରୀ, ଜଗତସିଂହପୁର, କେନ୍ଦ୍ରାପଡ଼ା, ଭଦ୍ରକ ଓ ବାଲେଶ୍ୱର ଜିଲ୍ଲାର ମତ୍ସ୍ୟଜୀବୀ ଏହା ଦ୍ୱାରା ପ୍ରଭାବିତ ହୋଇଛନ୍ତି । ସେମାନଙ୍କ ପାଇଁ ବିକଳ୍ପ ଜୀବିକାର ବ୍ୟବସ୍ଥା କରାଯିବା ଆବଶ୍ୟକ । [732,911,1132,991]
sudoku-solution-cell: 3 [1434,2154,1453,2168]
sudoku-grid [1180,1676,1494,2006]
sudoku-cell [1217,1786,1251,1822]
author-box [610,1200,900,1292]
sudoku-cell: 3 [1422,1786,1456,1822]
